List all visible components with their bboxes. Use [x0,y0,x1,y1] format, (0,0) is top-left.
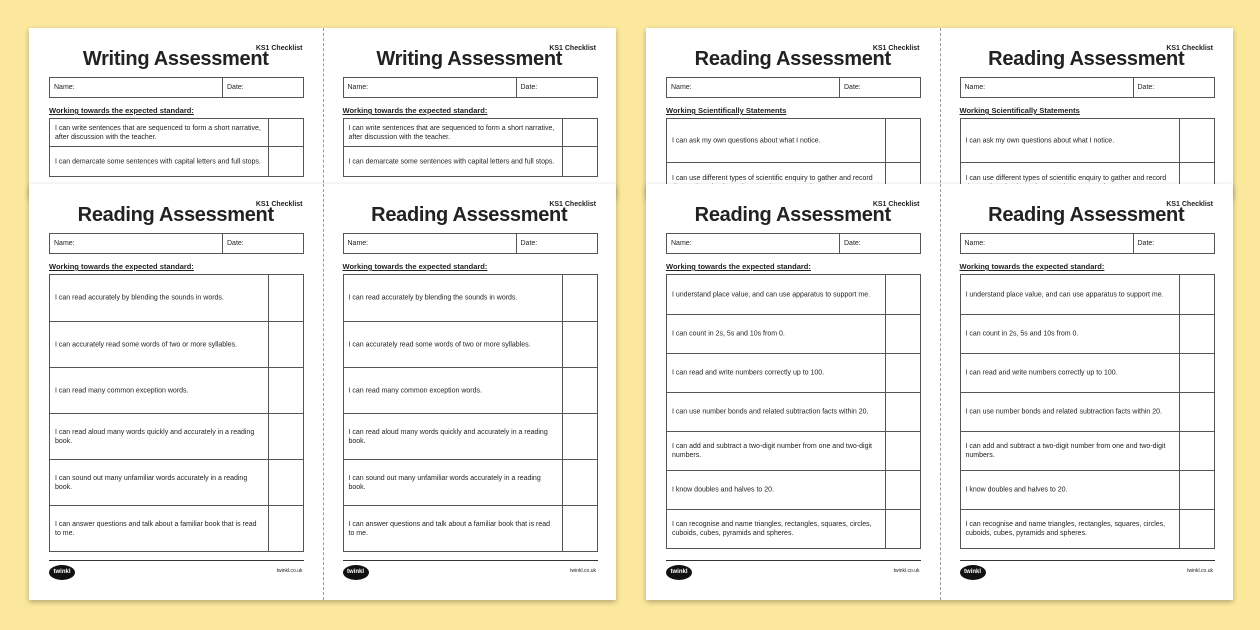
name-field[interactable]: Name: [347,84,369,91]
sheet-title: Reading Assessment [694,204,891,226]
section-heading: Working towards the expected standard: [342,262,488,271]
checklist-label: KS1 Checklist [255,45,303,52]
worksheet-copy [646,28,940,198]
section-heading: Working towards the expected standard: [959,262,1105,271]
name-date-box [960,77,1215,98]
checklist-row [344,146,597,176]
section-heading: Working towards the expected standard: [666,262,811,271]
checklist-statement: I understand place value, and can use apparatus to support me. [672,291,871,298]
footer-url: twinkl.co.uk [893,568,920,574]
worksheet-copy [29,184,323,600]
name-date-box [666,233,921,254]
checklist-statement: I can use number bonds and related subtraction facts within 20. [672,408,869,416]
tick-box[interactable] [562,322,597,367]
name-date-box [960,233,1215,254]
worksheet-sheet [646,184,1233,600]
checklist-row [344,119,597,146]
tick-box[interactable] [562,460,597,505]
sheet-title: Reading Assessment [988,204,1185,226]
twinkl-logo: twinkl [343,565,369,580]
tick-box[interactable] [1179,354,1214,392]
tick-box[interactable] [885,275,920,314]
section-heading: Working Scientifically Statements [959,106,1080,115]
checklist-row [344,413,597,459]
tick-box[interactable] [268,506,303,551]
sheet-title: Reading Assessment [694,48,891,70]
tick-box[interactable] [268,460,303,505]
footer-rule [49,560,304,561]
checklist-table [343,274,598,552]
checklist-statement: I can read aloud many words quickly and accurately in a reading book. [348,428,548,445]
tick-box[interactable] [562,368,597,413]
tick-box[interactable] [1179,119,1214,162]
checklist-statement: I can use number bonds and related subtraction facts within 20. [965,408,1163,416]
tick-box[interactable] [885,119,920,162]
worksheet-copy [323,28,617,198]
tick-box[interactable] [562,506,597,551]
checklist-label: KS1 Checklist [1166,201,1213,208]
checklist-statement: I can read accurately by blending the sounds in words. [348,294,518,302]
checklist-statement: I can write sentences that are sequenced to form a short narrative, after discussion with the teacher. [348,124,555,141]
twinkl-logo: twinkl [666,565,692,580]
checklist-row [50,275,303,321]
name-field[interactable]: Name: [54,240,75,247]
worksheet-copy [29,28,323,198]
checklist-statement: I understand place value, and can use apparatus to support me. [965,291,1164,298]
checklist-statement: I can read and write numbers correctly up to 100. [965,369,1118,377]
tick-box[interactable] [1179,471,1214,509]
checklist-row [667,392,920,431]
checklist-statement: I can answer questions and talk about a familiar book that is read to me. [348,520,551,537]
name-date-box [49,233,304,254]
checklist-statement: I can add and subtract a two-digit number from one and two-digit numbers. [965,443,1166,459]
tick-box[interactable] [885,471,920,509]
checklist-statement: I know doubles and halves to 20. [965,486,1068,494]
name-date-box [49,77,304,98]
sheet-title: Writing Assessment [376,48,563,70]
tick-box[interactable] [1179,315,1214,353]
footer-rule [343,560,598,561]
checklist-row [344,367,597,413]
checklist-statement: I can add and subtract a two-digit number from one and two-digit numbers. [672,443,872,459]
section-heading: Working towards the expected standard: [49,106,194,115]
tick-box[interactable] [885,510,920,548]
date-field[interactable]: Date: [1133,78,1155,97]
checklist-statement: I can sound out many unfamiliar words accurately in a reading book. [348,474,541,491]
sheet-title: Reading Assessment [371,204,568,226]
tick-box[interactable] [885,432,920,470]
date-field[interactable]: Date: [516,78,538,97]
checklist-table [49,118,304,177]
checklist-statement: I can use different types of scientific enquiry to gather and record [672,174,873,182]
checklist-table [666,274,921,549]
checklist-row [50,321,303,367]
tick-box[interactable] [268,322,303,367]
worksheet-copy [646,184,940,600]
name-date-box [666,77,921,98]
tick-box[interactable] [268,368,303,413]
checklist-statement: I can write sentences that are sequenced to form a short narrative, after discussion with the teacher. [55,124,261,141]
checklist-statement: I can demarcate some sentences with capital letters and full stops. [348,158,555,165]
tick-box[interactable] [1179,275,1214,314]
checklist-statement: I can ask my own questions about what I notice. [965,137,1115,144]
checklist-row [961,431,1214,470]
checklist-statement: I can demarcate some sentences with capital letters and full stops. [55,158,261,165]
checklist-table [960,274,1215,549]
checklist-statement: I can read and write numbers correctly up to 100. [672,369,825,377]
tick-box[interactable] [268,119,303,146]
checklist-row [344,275,597,321]
tick-box[interactable] [268,275,303,321]
worksheet-sheet [29,184,616,600]
checklist-label: KS1 Checklist [549,45,596,52]
sheet-title: Writing Assessment [82,48,269,70]
footer-url: twinkl.co.uk [570,568,596,574]
checklist-row [961,509,1214,548]
name-field[interactable]: Name: [671,240,692,247]
tick-box[interactable] [1179,432,1214,470]
checklist-statement: I can accurately read some words of two or more syllables. [55,341,238,348]
section-heading: Working towards the expected standard: [49,262,194,271]
checklist-statement: I can read many common exception words. [55,387,189,394]
section-heading: Working Scientifically Statements [666,106,787,115]
footer-rule [666,560,921,561]
worksheet-copy [940,28,1234,198]
checklist-table [343,118,598,177]
checklist-row [667,509,920,548]
checklist-statement: I can read many common exception words. [348,387,482,394]
date-field[interactable]: Date: [516,234,538,253]
checklist-row [50,146,303,176]
checklist-statement: I can use different types of scientific enquiry to gather and record [965,174,1167,182]
checklist-row [667,119,920,162]
checklist-label: KS1 Checklist [255,201,303,208]
tick-box[interactable] [268,147,303,176]
date-field[interactable]: Date: [222,78,244,97]
checklist-row [344,505,597,551]
worksheet-copy [940,184,1234,600]
sheet-title: Reading Assessment [988,48,1185,70]
checklist-statement: I can recognise and name triangles, rectangles, squares, circles, cuboids, cubes, pyramids and spheres. [672,521,872,537]
checklist-label: KS1 Checklist [872,45,920,52]
date-field[interactable]: Date: [839,78,861,97]
tick-box[interactable] [1179,393,1214,431]
checklist-statement: I can sound out many unfamiliar words accurately in a reading book. [55,474,248,491]
checklist-row [961,275,1214,314]
tick-box[interactable] [562,119,597,146]
checklist-row [667,470,920,509]
tick-box[interactable] [885,354,920,392]
twinkl-logo: twinkl [960,565,986,580]
checklist-label: KS1 Checklist [1166,45,1213,52]
checklist-statement: I can read accurately by blending the sounds in words. [55,294,224,302]
checklist-row [50,119,303,146]
checklist-statement: I can read aloud many words quickly and accurately in a reading book. [55,428,255,445]
tick-box[interactable] [885,315,920,353]
checklist-statement: I can answer questions and talk about a familiar book that is read to me. [55,520,257,537]
checklist-row [50,413,303,459]
checklist-row [667,431,920,470]
checklist-row [961,353,1214,392]
checklist-row [961,314,1214,353]
date-field[interactable]: Date: [222,234,244,253]
checklist-statement: I can recognise and name triangles, rectangles, squares, circles, cuboids, cubes, pyramids and spheres. [965,521,1166,537]
checklist-row [961,119,1214,162]
checklist-row [961,470,1214,509]
checklist-statement: I can count in 2s, 5s and 10s from 0. [672,330,785,338]
worksheet-sheet [29,28,616,198]
checklist-row [50,367,303,413]
tick-box[interactable] [562,147,597,176]
tick-box[interactable] [562,414,597,459]
checklist-label: KS1 Checklist [549,201,596,208]
footer-url: twinkl.co.uk [1187,568,1213,574]
checklist-table [49,274,304,552]
name-date-box [343,233,598,254]
footer-rule [960,560,1215,561]
checklist-statement: I know doubles and halves to 20. [672,486,774,494]
checklist-statement: I can accurately read some words of two or more syllables. [348,341,531,348]
checklist-statement: I can ask my own questions about what I notice. [672,137,821,144]
checklist-row [667,275,920,314]
name-field[interactable]: Name: [54,84,75,91]
checklist-label: KS1 Checklist [872,201,920,208]
checklist-row [50,505,303,551]
worksheet-sheet [646,28,1233,198]
footer-url: twinkl.co.uk [276,568,303,574]
checklist-row [344,459,597,505]
tick-box[interactable] [1179,510,1214,548]
date-field[interactable]: Date: [1133,234,1155,253]
checklist-row [50,459,303,505]
section-heading: Working towards the expected standard: [342,106,488,115]
date-field[interactable]: Date: [839,234,861,253]
tick-box[interactable] [562,275,597,321]
tick-box[interactable] [268,414,303,459]
checklist-row [667,353,920,392]
name-field[interactable]: Name: [964,240,986,247]
twinkl-logo: twinkl [49,565,75,580]
name-field[interactable]: Name: [671,84,692,91]
name-field[interactable]: Name: [347,240,369,247]
checklist-row [961,392,1214,431]
checklist-row [667,314,920,353]
checklist-statement: I can count in 2s, 5s and 10s from 0. [965,330,1079,338]
tick-box[interactable] [885,393,920,431]
name-field[interactable]: Name: [964,84,986,91]
worksheet-copy [323,184,617,600]
name-date-box [343,77,598,98]
sheet-title: Reading Assessment [77,204,274,226]
checklist-row [344,321,597,367]
